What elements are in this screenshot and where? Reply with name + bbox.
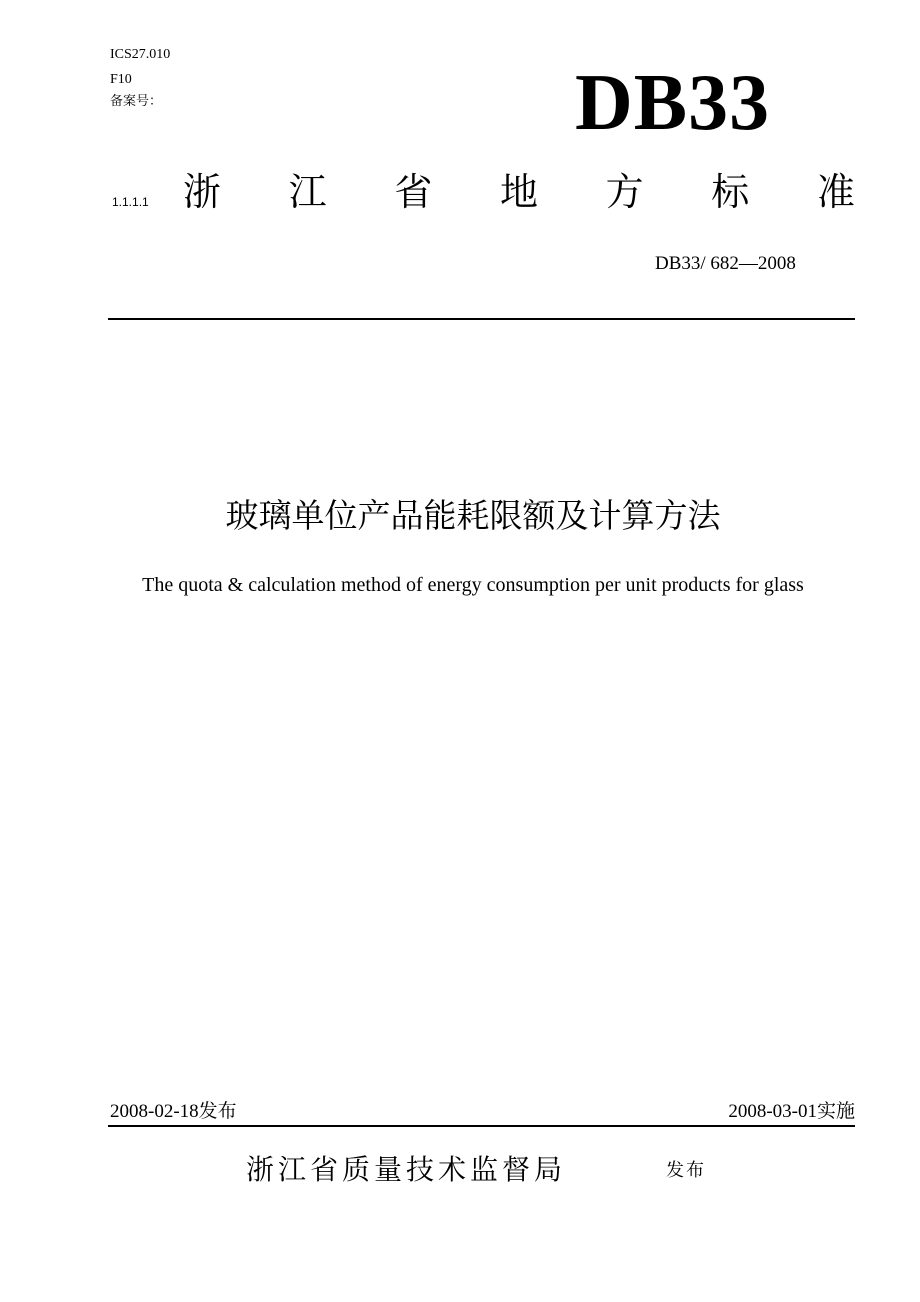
issue-date	[110, 1099, 237, 1124]
standard-type-char: 方	[605, 170, 644, 214]
standard-type-char: 标	[711, 170, 750, 214]
issue-date-value: 2008-02-18	[110, 1101, 199, 1122]
standard-type-char: 江	[288, 170, 327, 214]
standard-number: DB33/ 682—2008	[655, 253, 796, 274]
document-title-english: The quota & calculation method of energy consumption per unit products for glass	[142, 574, 804, 596]
document-title-chinese: 玻璃单位产品能耗限额及计算方法	[225, 496, 721, 535]
standard-type-char: 省	[394, 170, 433, 214]
implementation-date-label: 实施	[816, 1100, 855, 1122]
record-number-label: 备案号：	[110, 94, 163, 109]
implementation-date-value: 2008-03-01	[728, 1101, 817, 1122]
standard-type-char: 浙	[183, 170, 222, 214]
standard-type-char: 准	[816, 170, 855, 214]
ics-code: ICS27.010	[110, 47, 171, 62]
issue-date-label: 发布	[198, 1100, 237, 1122]
issuing-authority: 浙江省质量技术监督局	[246, 1153, 567, 1186]
standard-type-char: 地	[499, 170, 538, 214]
bottom-divider	[108, 1125, 855, 1127]
heading-number: 1.1.1.1	[112, 195, 149, 209]
standard-type-title	[183, 168, 855, 216]
issuing-authority-suffix: 发布	[666, 1160, 706, 1181]
top-divider	[108, 318, 855, 320]
db-code-logo: DB33	[575, 59, 771, 147]
implementation-date	[728, 1099, 855, 1124]
classification-code: F10	[110, 72, 132, 87]
